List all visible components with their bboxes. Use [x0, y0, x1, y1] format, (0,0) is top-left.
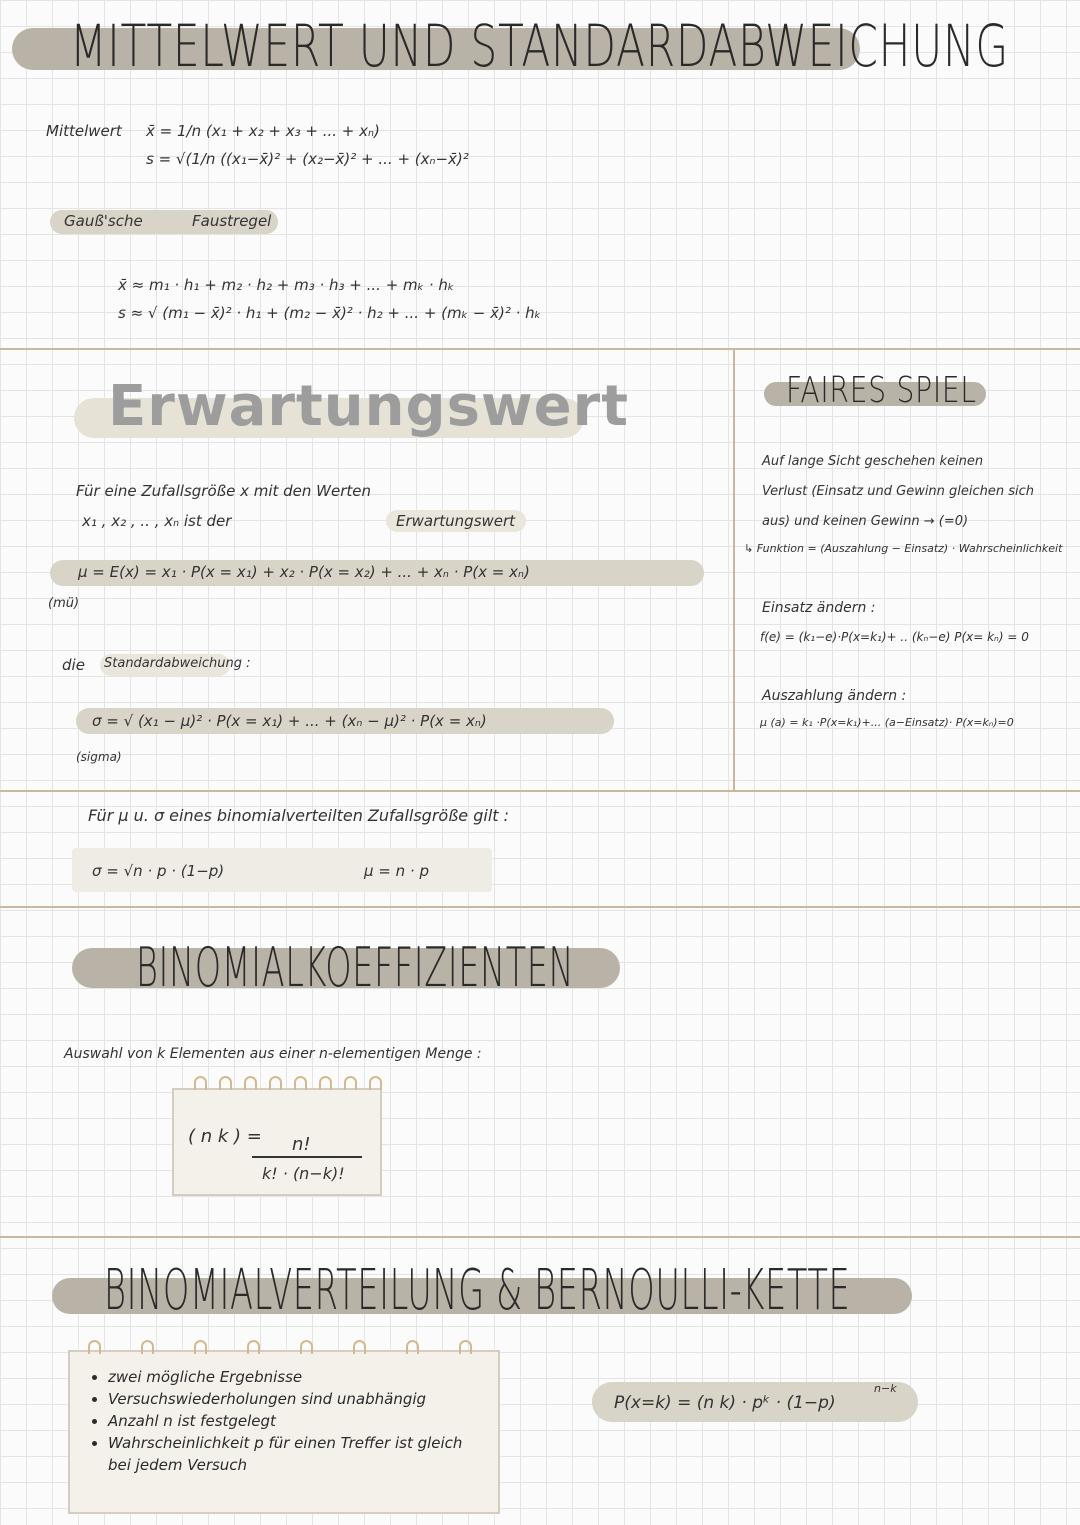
divider-3 — [0, 906, 1080, 908]
erwartung-intro-line2: x₁ , x₂ , .. , xₙ ist der — [82, 512, 232, 530]
koeff-text: Auswahl von k Elementen aus einer n-elementigen Menge : — [64, 1046, 482, 1062]
faires-text-line3: aus) und keinen Gewinn → (=0) — [762, 514, 969, 529]
bernoulli-bullet-list — [86, 1366, 486, 1476]
gauss-std-formula: s ≈ √ (m₁ − x̄)² · h₁ + (m₂ − x̄)² · h₂ + ... + (mₖ − x̄)² · hₖ — [118, 304, 542, 322]
erwartungswert-word: Erwartungswert — [396, 512, 516, 530]
ring-5 — [300, 1340, 313, 1354]
ring-7 — [406, 1340, 419, 1354]
bullet-item: • Wahrscheinlichkeit p für einen Treffer ist gleich bei jedem Versuch — [108, 1432, 486, 1476]
ring-1 — [194, 1076, 207, 1090]
ring-6 — [353, 1340, 366, 1354]
sigma-binomial: σ = √n · p · (1−p) — [92, 862, 225, 880]
std-formula: s = √(1/n ((x₁−x̄)² + (x₂−x̄)² + ... + (xₙ−x̄)² — [146, 150, 469, 168]
bullet-item: • Versuchswiederholungen sind unabhängig — [108, 1388, 486, 1410]
binom-symbol: ( n k ) = — [188, 1126, 262, 1147]
ring-4 — [247, 1340, 260, 1354]
faires-text-line4: ↳ Funktion = (Auszahlung − Einsatz) · Wahrscheinlichkeit — [744, 542, 1063, 555]
ring-8 — [459, 1340, 472, 1354]
ring-1 — [88, 1340, 101, 1354]
section-title-binomialverteilung: BINOMIALVERTEILUNG & BERNOULLI-KETTE — [104, 1258, 851, 1323]
faires-text-line2: Verlust (Einsatz und Gewinn gleichen sich — [762, 484, 1035, 499]
ring-2 — [141, 1340, 154, 1354]
binom-denominator: k! · (n−k)! — [262, 1164, 345, 1183]
divider-4 — [0, 1236, 1080, 1238]
binom-note-rings — [194, 1076, 382, 1090]
sigma-formula: σ = √ (x₁ − μ)² · P(x = x₁) + ... + (xₙ − μ)² · P(x = xₙ) — [92, 712, 487, 730]
section-title-faires-spiel: FAIRES SPIEL — [786, 370, 977, 411]
bullet-item: • Anzahl n ist festgelegt — [108, 1410, 486, 1432]
mittelwert-label: Mittelwert — [46, 122, 122, 140]
ring-6 — [319, 1076, 332, 1090]
ring-3 — [194, 1340, 207, 1354]
ring-2 — [219, 1076, 232, 1090]
binom-numerator: n! — [292, 1134, 311, 1155]
ring-3 — [244, 1076, 257, 1090]
bullet-item: • zwei mögliche Ergebnisse — [108, 1366, 486, 1388]
divider-1 — [0, 348, 1080, 350]
section-title-binomialkoeffizienten: BINOMIALKOEFFIZIENTEN — [136, 936, 575, 999]
faires-text-line1: Auf lange Sicht geschehen keinen — [762, 454, 984, 469]
section-title-mittelwert: MITTELWERT UND STANDARDABWEICHUNG — [70, 12, 1009, 80]
binomial-rule-line: Für μ u. σ eines binomialverteilten Zufallsgröße gilt : — [88, 806, 510, 825]
auszahlung-formula: μ (a) = k₁ ·P(x=k₁)+... (a−Einsatz)· P(x=kₙ)=0 — [760, 716, 1014, 729]
einsatz-label: Einsatz ändern : — [762, 600, 876, 616]
mu-note: (mü) — [48, 596, 80, 611]
ring-7 — [344, 1076, 357, 1090]
erwartung-intro-line1: Für eine Zufallsgröße x mit den Werten — [76, 482, 372, 500]
ring-5 — [294, 1076, 307, 1090]
sigma-note: (sigma) — [76, 750, 122, 764]
gauss-label: Gauß'sche — [64, 212, 143, 230]
vertical-divider — [733, 350, 735, 790]
gauss-mean-formula: x̄ ≈ m₁ · h₁ + m₂ · h₂ + m₃ · h₃ + ... + mₖ · hₖ — [118, 276, 455, 294]
divider-2 — [0, 790, 1080, 792]
mu-binomial: μ = n · p — [364, 862, 429, 880]
mu-formula: μ = E(x) = x₁ · P(x = x₁) + x₂ · P(x = x₂) + ... + xₙ · P(x = xₙ) — [78, 563, 530, 581]
ring-4 — [269, 1076, 282, 1090]
bernoulli-note-rings — [88, 1340, 472, 1354]
std-intro-word: Standardabweichung : — [104, 656, 251, 671]
fraction-line — [252, 1156, 362, 1158]
section-title-erwartungswert: Erwartungswert — [108, 374, 630, 439]
auszahlung-label: Auszahlung ändern : — [762, 688, 907, 704]
std-intro-die: die — [62, 656, 85, 674]
einsatz-formula: f(e) = (k₁−e)·P(x=k₁)+ .. (kₙ−e) P(x= kₙ) = 0 — [760, 630, 1029, 644]
binomial-formula-exponent: n−k — [874, 1382, 897, 1395]
mean-formula: x̄ = 1/n (x₁ + x₂ + x₃ + ... + xₙ) — [146, 122, 380, 140]
ring-8 — [369, 1076, 382, 1090]
binomial-formula: P(x=k) = (n k) · pᵏ · (1−p) — [614, 1393, 836, 1413]
faustregel-label: Faustregel — [192, 212, 272, 230]
